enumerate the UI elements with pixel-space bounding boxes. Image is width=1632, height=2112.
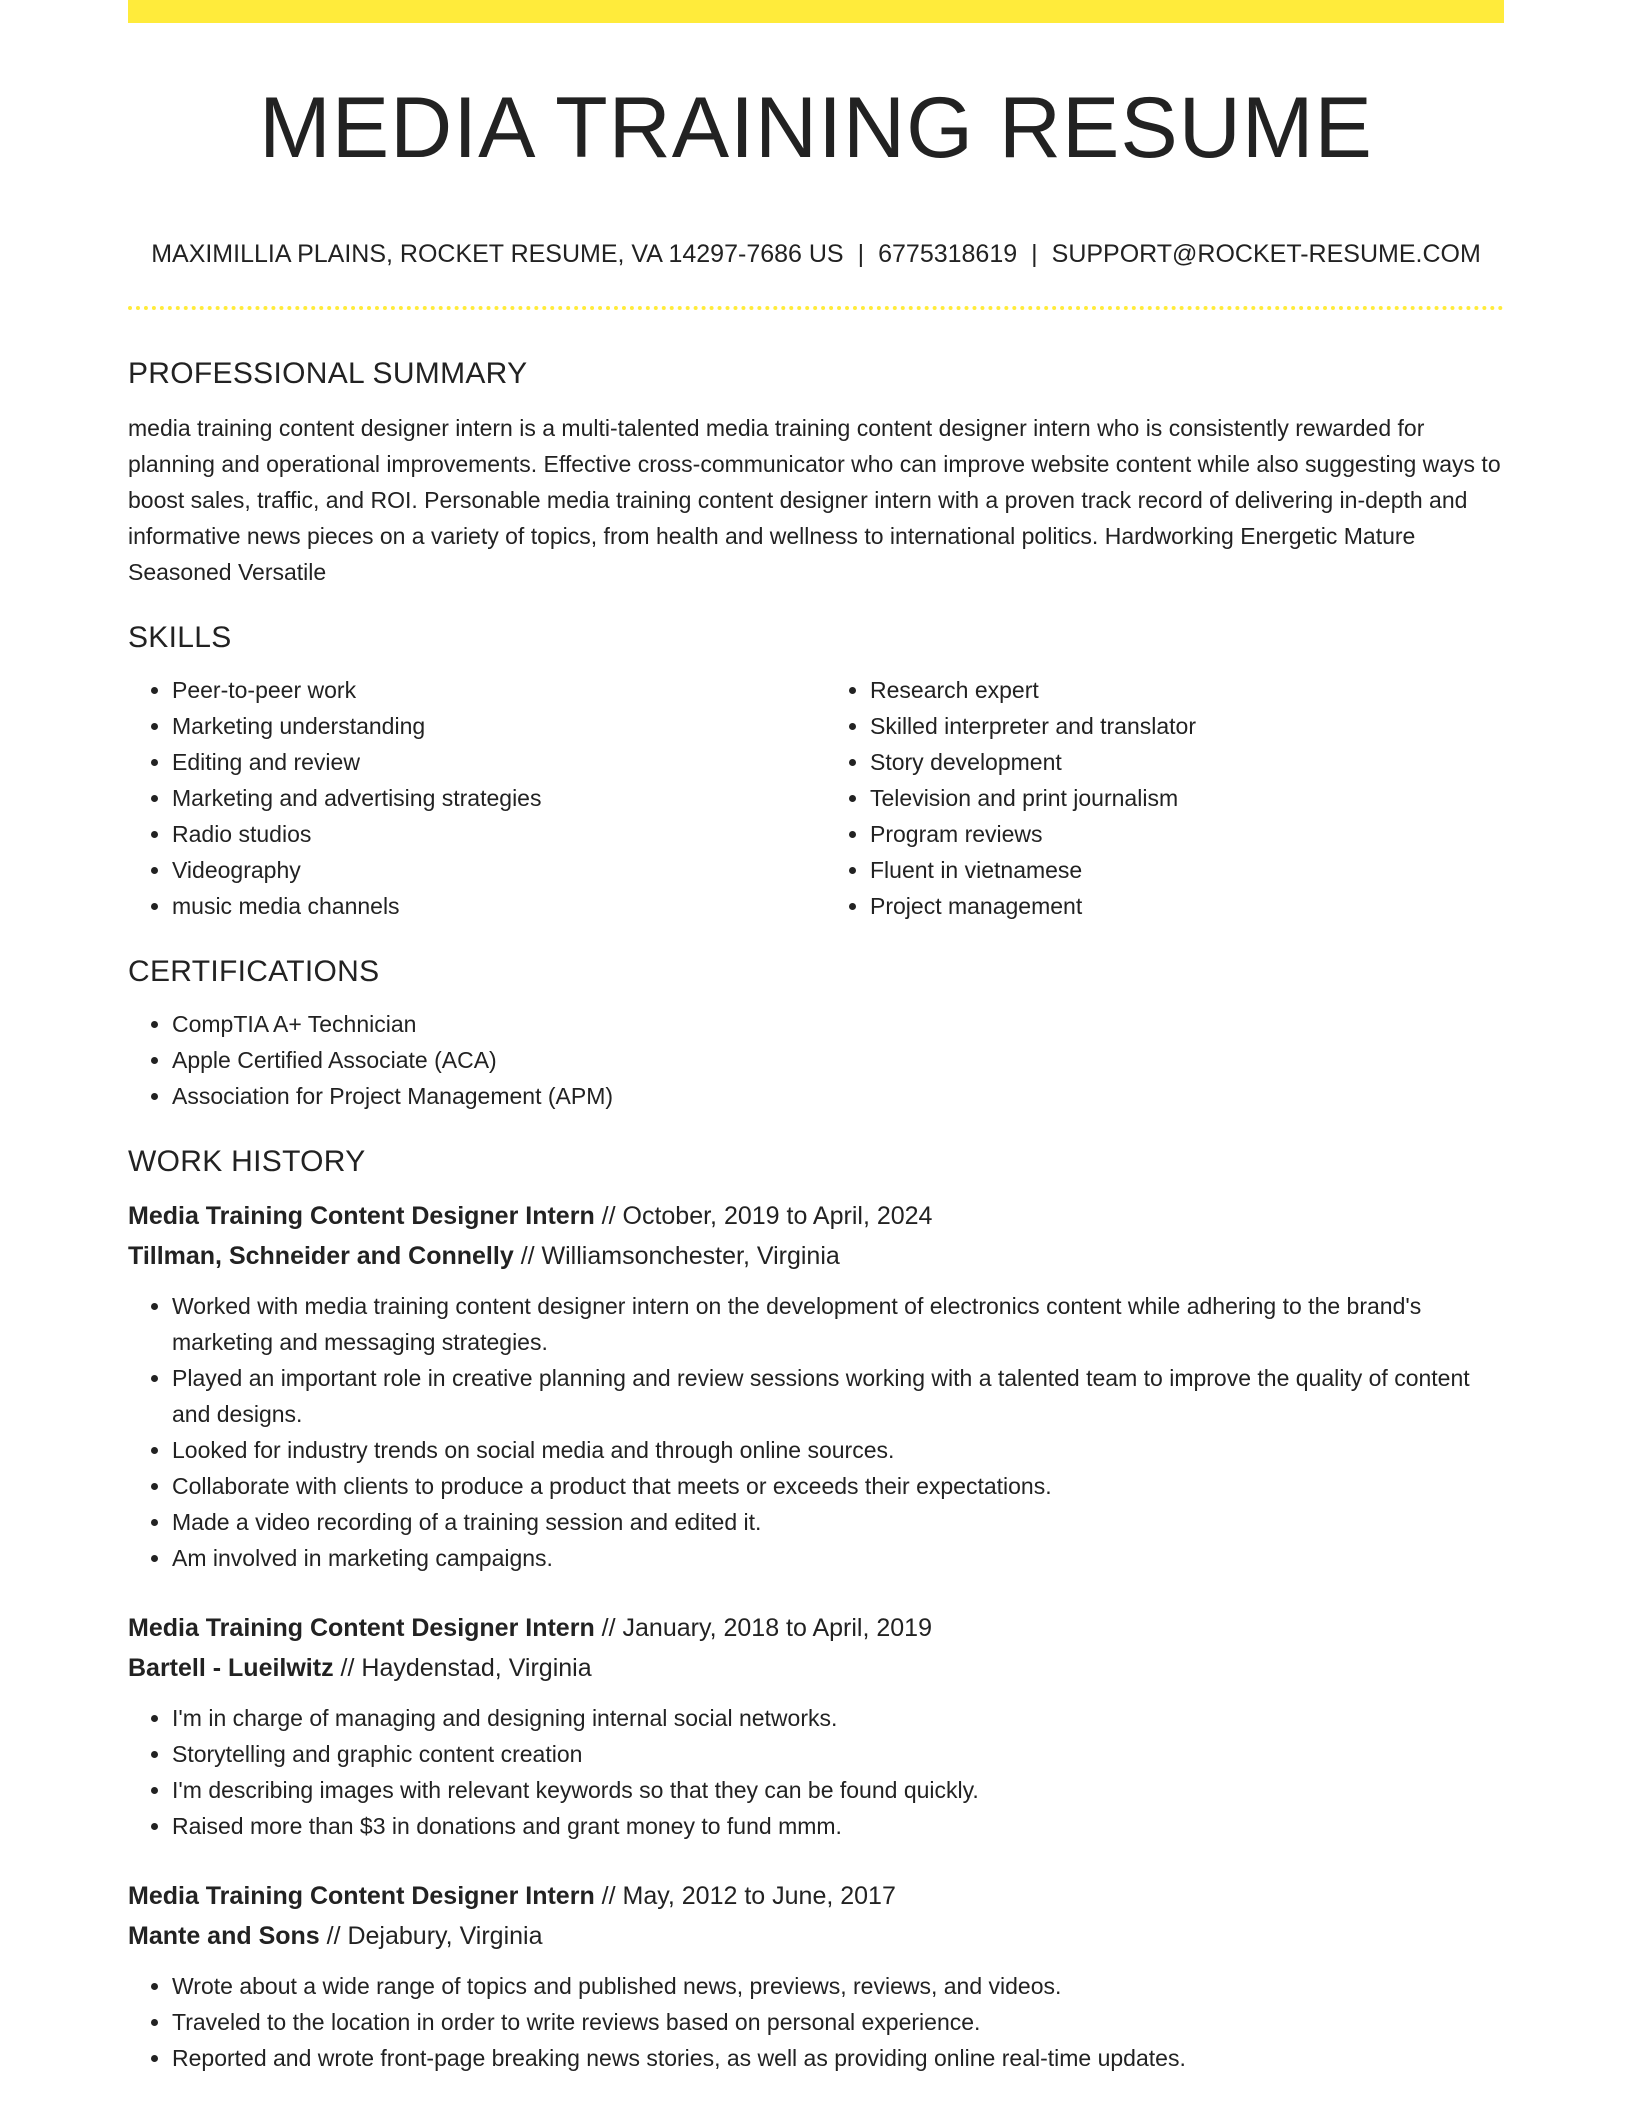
summary-text: media training content designer intern is a multi-talented media training content designer intern who is consistently rewarded for planning and operational improvements. Effective cross-communicator who can improve website content while also suggesting ways to boost sales, traffic, and ROI. Personable media training content designer intern with a proven track record of delivering in-depth and informative news pieces on a variety of topics, from health and wellness to international politics. Hardworking Energetic Mature Seasoned Versatile bbox=[128, 415, 1501, 585]
contact-phone[interactable]: 6775318619 bbox=[878, 240, 1018, 268]
job-entry bbox=[128, 1876, 1504, 2076]
job-title: Media Training Content Designer Intern bbox=[128, 1882, 595, 1910]
job-bullet: • Collaborate with clients to produce a product that meets or exceeds their expectations. bbox=[172, 1468, 1504, 1504]
job-bullet: • Worked with media training content designer intern on the development of electronics content while adhering to the brand's marketing and messaging strategies. bbox=[172, 1288, 1504, 1360]
job-location: // Dejabury, Virginia bbox=[326, 1922, 543, 1950]
skill-item: • Program reviews bbox=[870, 816, 1504, 852]
job-bullet: • Made a video recording of a training session and edited it. bbox=[172, 1504, 1504, 1540]
job-company: Bartell - Lueilwitz bbox=[128, 1654, 334, 1682]
job-bullets bbox=[128, 1700, 1504, 1844]
certification-item: • Apple Certified Associate (ACA) bbox=[172, 1042, 1504, 1078]
job-bullet: • Played an important role in creative planning and review sessions working with a talented team to improve the quality of content and designs. bbox=[172, 1360, 1504, 1432]
page-title: MEDIA TRAINING RESUME bbox=[259, 80, 1373, 176]
job-bullet: • Reported and wrote front-page breaking news stories, as well as providing online real-time updates. bbox=[172, 2040, 1504, 2076]
skill-item: • Research expert bbox=[870, 672, 1504, 708]
skill-item: • Marketing and advertising strategies bbox=[172, 780, 806, 816]
skill-item: • Project management bbox=[870, 888, 1504, 924]
certifications-heading: CERTIFICATIONS bbox=[128, 955, 380, 988]
job-dates: // January, 2018 to April, 2019 bbox=[601, 1614, 932, 1642]
job-company-line bbox=[128, 1916, 1504, 1956]
skills-grid bbox=[128, 672, 1504, 924]
skill-item: • Story development bbox=[870, 744, 1504, 780]
job-company-line bbox=[128, 1236, 1504, 1276]
job-company: Tillman, Schneider and Connelly bbox=[128, 1242, 514, 1270]
job-bullet: • Am involved in marketing campaigns. bbox=[172, 1540, 1504, 1576]
job-title: Media Training Content Designer Intern bbox=[128, 1202, 595, 1230]
skill-item: • music media channels bbox=[172, 888, 806, 924]
skill-item: • Editing and review bbox=[172, 744, 806, 780]
job-bullet: • Looked for industry trends on social media and through online sources. bbox=[172, 1432, 1504, 1468]
skill-item: • Peer-to-peer work bbox=[172, 672, 806, 708]
skills-list-right bbox=[826, 672, 1504, 924]
job-bullets bbox=[128, 1968, 1504, 2076]
job-title: Media Training Content Designer Intern bbox=[128, 1614, 595, 1642]
skill-item: • Skilled interpreter and translator bbox=[870, 708, 1504, 744]
job-bullet: • I'm describing images with relevant keywords so that they can be found quickly. bbox=[172, 1772, 1504, 1808]
summary-heading: PROFESSIONAL SUMMARY bbox=[128, 357, 528, 390]
skills-list-left bbox=[128, 672, 806, 924]
skill-item: • Television and print journalism bbox=[870, 780, 1504, 816]
job-company-line bbox=[128, 1648, 1504, 1688]
certification-item: • CompTIA A+ Technician bbox=[172, 1006, 1504, 1042]
contact-separator: | bbox=[857, 240, 865, 268]
contact-address: MAXIMILLIA PLAINS, ROCKET RESUME, VA 14297-7686 US bbox=[151, 240, 844, 268]
contact-line bbox=[128, 236, 1504, 272]
accent-top-bar bbox=[128, 0, 1504, 23]
job-bullet: • Raised more than $3 in donations and grant money to fund mmm. bbox=[172, 1808, 1504, 1844]
resume-content bbox=[128, 352, 1504, 2076]
job-title-line bbox=[128, 1608, 1504, 1648]
certification-item: • Association for Project Management (APM) bbox=[172, 1078, 1504, 1114]
dotted-divider bbox=[128, 306, 1504, 310]
job-title-line bbox=[128, 1876, 1504, 1916]
skill-item: • Videography bbox=[172, 852, 806, 888]
job-dates: // October, 2019 to April, 2024 bbox=[601, 1202, 933, 1230]
job-bullet: • I'm in charge of managing and designing internal social networks. bbox=[172, 1700, 1504, 1736]
job-dates: // May, 2012 to June, 2017 bbox=[601, 1882, 896, 1910]
job-location: // Haydenstad, Virginia bbox=[340, 1654, 592, 1682]
job-bullet: • Wrote about a wide range of topics and published news, previews, reviews, and videos. bbox=[172, 1968, 1504, 2004]
job-entry bbox=[128, 1608, 1504, 1844]
contact-separator: | bbox=[1031, 240, 1038, 268]
skill-item: • Fluent in vietnamese bbox=[870, 852, 1504, 888]
certifications-list bbox=[128, 1006, 1504, 1114]
contact-email[interactable]: SUPPORT@ROCKET-RESUME.COM bbox=[1051, 240, 1481, 268]
job-company: Mante and Sons bbox=[128, 1922, 320, 1950]
skill-item: • Radio studios bbox=[172, 816, 806, 852]
job-title-line bbox=[128, 1196, 1504, 1236]
skill-item: • Marketing understanding bbox=[172, 708, 806, 744]
skills-heading: SKILLS bbox=[128, 621, 232, 654]
job-entry bbox=[128, 1196, 1504, 1576]
work-history-heading: WORK HISTORY bbox=[128, 1145, 366, 1178]
job-bullet: • Traveled to the location in order to write reviews based on personal experience. bbox=[172, 2004, 1504, 2040]
job-location: // Williamsonchester, Virginia bbox=[520, 1242, 840, 1270]
job-bullet: • Storytelling and graphic content creation bbox=[172, 1736, 1504, 1772]
job-bullets bbox=[128, 1288, 1504, 1576]
